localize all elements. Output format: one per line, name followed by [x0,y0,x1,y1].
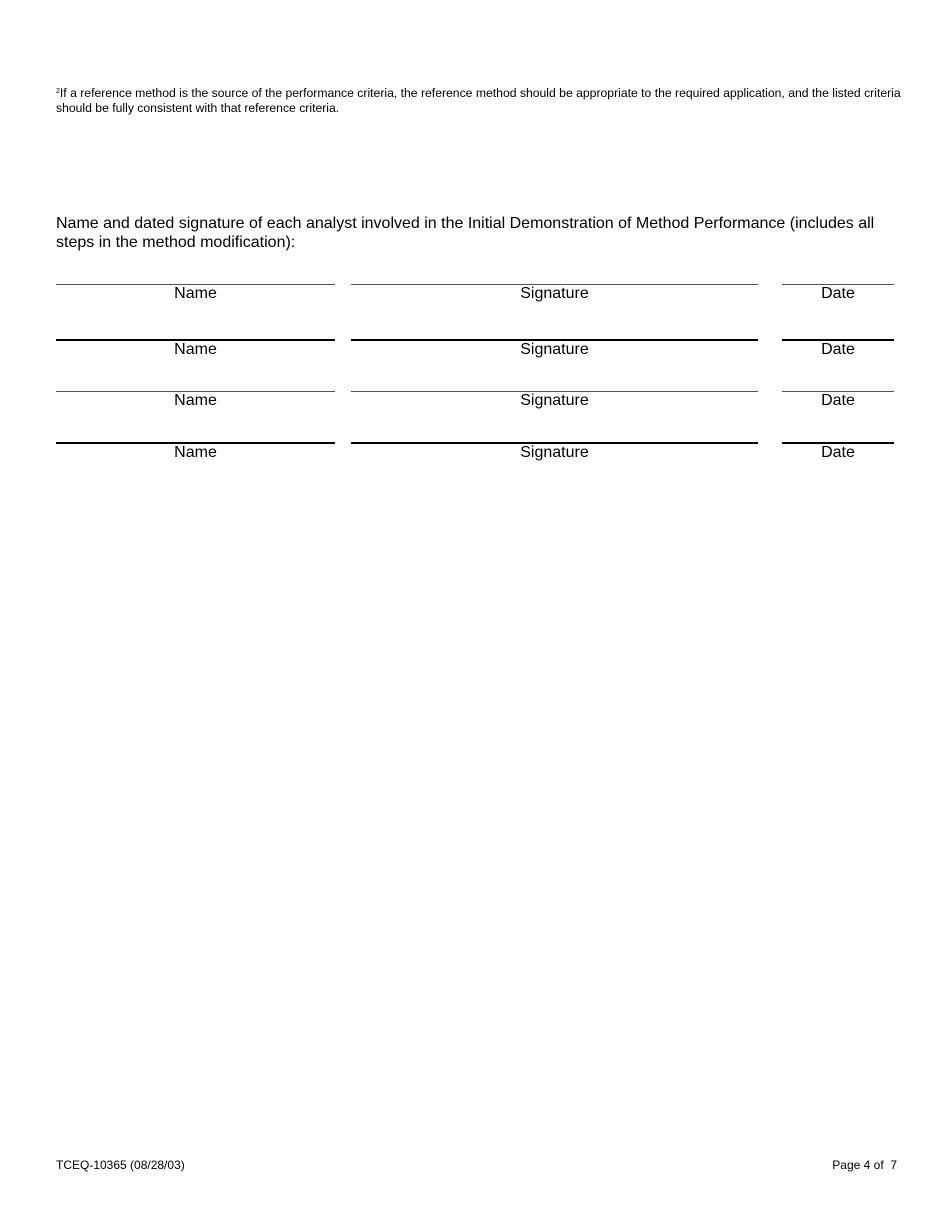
name-label: Name [174,341,217,358]
signature-label: Signature [520,341,589,358]
footnote-text: If a reference method is the source of the performance criteria, the reference method should be appropriate to the required application, and the listed criteria should be fully consistent with that reference criteria. [56,86,901,115]
signature-label: Signature [520,392,589,409]
signature-row [0,391,950,421]
signature-label: Signature [520,444,589,461]
page-number: Page 4 of 7 [832,1158,897,1172]
signature-row [0,443,950,473]
name-label: Name [174,444,217,461]
footnote-marker: 2 [56,88,60,95]
date-label: Date [821,392,855,409]
name-label: Name [174,285,217,302]
footnote [56,84,901,116]
date-label: Date [821,444,855,461]
signature-instructions: Name and dated signature of each analyst involved in the Initial Demonstration of Method Performance (includes all steps in the method modification): [56,215,875,251]
signature-row [0,284,950,314]
name-label: Name [174,392,217,409]
date-label: Date [821,285,855,302]
form-id: TCEQ-10365 (08/28/03) [56,1158,185,1172]
date-label: Date [821,341,855,358]
signature-label: Signature [520,285,589,302]
signature-row [0,340,950,370]
